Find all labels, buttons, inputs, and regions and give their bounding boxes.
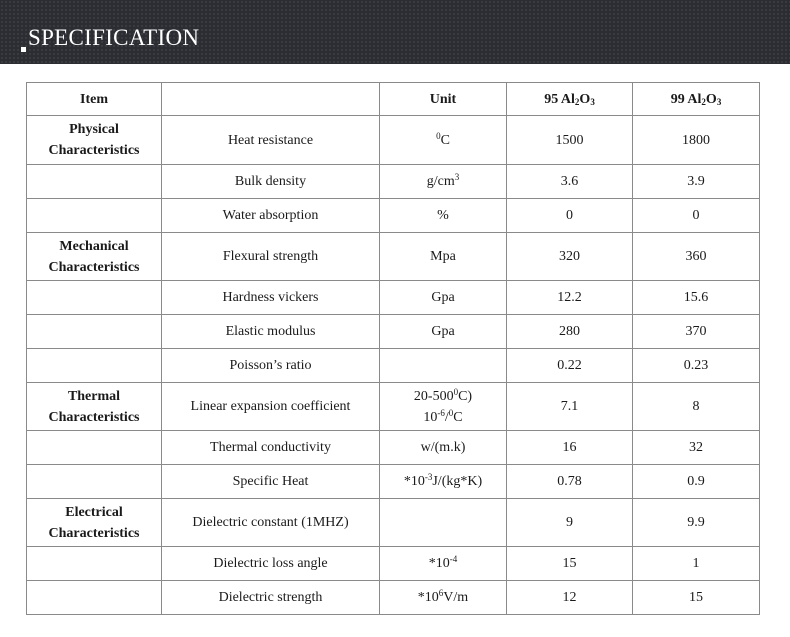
category-cell [27, 233, 162, 281]
unit-cell: $g/cm^3$ [380, 165, 507, 199]
value-95-cell: 12.2 [507, 281, 633, 315]
value-99-cell: 9.9 [633, 499, 760, 547]
table-row [27, 233, 760, 281]
property-cell: Bulk density [162, 165, 380, 199]
category-cell [27, 281, 162, 315]
property-cell: Flexural strength [162, 233, 380, 281]
unit-cell: $*10^{-3}J/(kg*K)$ [380, 465, 507, 499]
column-header-99-alumina: 99 $Al_2O_3$ [633, 83, 760, 116]
value-99-cell: 32 [633, 431, 760, 465]
value-99-cell: 360 [633, 233, 760, 281]
category-label: Physical [69, 122, 119, 137]
value-95-cell: 320 [507, 233, 633, 281]
property-cell: Heat resistance [162, 116, 380, 165]
unit-cell [380, 383, 507, 431]
value-95-cell: 15 [507, 547, 633, 581]
unit-line: $20-500^0C$) [413, 386, 473, 404]
property-cell: Elastic modulus [162, 315, 380, 349]
value-99-cell: 15 [633, 581, 760, 615]
property-cell: Linear expansion coefficient [162, 383, 380, 431]
unit-cell: % [380, 199, 507, 233]
value-99-cell: 3.9 [633, 165, 760, 199]
table-row [27, 315, 760, 349]
unit-cell: Gpa [380, 315, 507, 349]
unit-cell [380, 349, 507, 383]
category-label: Thermal [67, 388, 121, 404]
column-header-property [162, 83, 380, 116]
property-cell: Dielectric constant (1MHZ) [162, 499, 380, 547]
category-cell [27, 349, 162, 383]
table-row [27, 199, 760, 233]
table-header-row [27, 83, 760, 116]
table-row [27, 465, 760, 499]
unit-cell: $*10^{-4}$ [380, 547, 507, 581]
table-row [27, 116, 760, 165]
table-row [27, 581, 760, 615]
category-cell [27, 431, 162, 465]
table-row [27, 349, 760, 383]
header-banner [0, 0, 790, 64]
category-cell [27, 499, 162, 547]
table-row [27, 499, 760, 547]
value-95-cell: 0.78 [507, 465, 633, 499]
category-cell [27, 465, 162, 499]
table-row [27, 431, 760, 465]
category-cell [27, 581, 162, 615]
table-row [27, 547, 760, 581]
table-row [27, 165, 760, 199]
property-cell: Poisson’s ratio [162, 349, 380, 383]
column-header-unit: Unit [380, 83, 507, 116]
category-label: Mechanical [59, 238, 129, 254]
bullet-icon [21, 47, 26, 52]
value-99-cell: 370 [633, 315, 760, 349]
value-99-cell: 0.23 [633, 349, 760, 383]
category-label: Characteristics [48, 259, 140, 275]
property-cell: Water absorption [162, 199, 380, 233]
specification-table [26, 82, 760, 615]
column-header-item: Item [27, 83, 162, 116]
property-cell: Thermal conductivity [162, 431, 380, 465]
column-header-95-alumina: 95 $Al_2O_3$ [507, 83, 633, 116]
category-cell [27, 116, 162, 165]
value-95-cell: 0 [507, 199, 633, 233]
table-row [27, 281, 760, 315]
category-label: Characteristics [48, 143, 140, 158]
value-99-cell: 0 [633, 199, 760, 233]
value-95-cell: 7.1 [507, 383, 633, 431]
value-95-cell: 9 [507, 499, 633, 547]
property-cell: Specific Heat [162, 465, 380, 499]
value-95-cell: 3.6 [507, 165, 633, 199]
unit-cell: Gpa [380, 281, 507, 315]
value-99-cell: 0.9 [633, 465, 760, 499]
value-95-cell: 280 [507, 315, 633, 349]
value-95-cell: 12 [507, 581, 633, 615]
category-cell [27, 315, 162, 349]
table-row [27, 383, 760, 431]
value-99-cell: 1 [633, 547, 760, 581]
value-95-cell: 1500 [507, 116, 633, 165]
unit-cell: $*10^6V/m$ [380, 581, 507, 615]
value-99-cell: 15.6 [633, 281, 760, 315]
property-cell: Dielectric loss angle [162, 547, 380, 581]
unit-cell [380, 499, 507, 547]
category-label: Electrical [65, 504, 123, 520]
value-95-cell: 0.22 [507, 349, 633, 383]
unit-cell: $^0$C [380, 116, 507, 165]
property-cell: Dielectric strength [162, 581, 380, 615]
unit-line: $10^{-6}/^0C$ [423, 407, 463, 425]
page-title: SPECIFICATION [28, 25, 200, 50]
unit-cell: Mpa [380, 233, 507, 281]
property-cell: Hardness vickers [162, 281, 380, 315]
unit-cell: w/(m.k) [380, 431, 507, 465]
category-label: Characteristics [48, 525, 140, 541]
value-95-cell: 16 [507, 431, 633, 465]
category-cell [27, 547, 162, 581]
value-99-cell: 1800 [633, 116, 760, 165]
category-cell [27, 199, 162, 233]
category-cell [27, 383, 162, 431]
category-cell [27, 165, 162, 199]
value-99-cell: 8 [633, 383, 760, 431]
category-label: Characteristics [48, 409, 140, 425]
